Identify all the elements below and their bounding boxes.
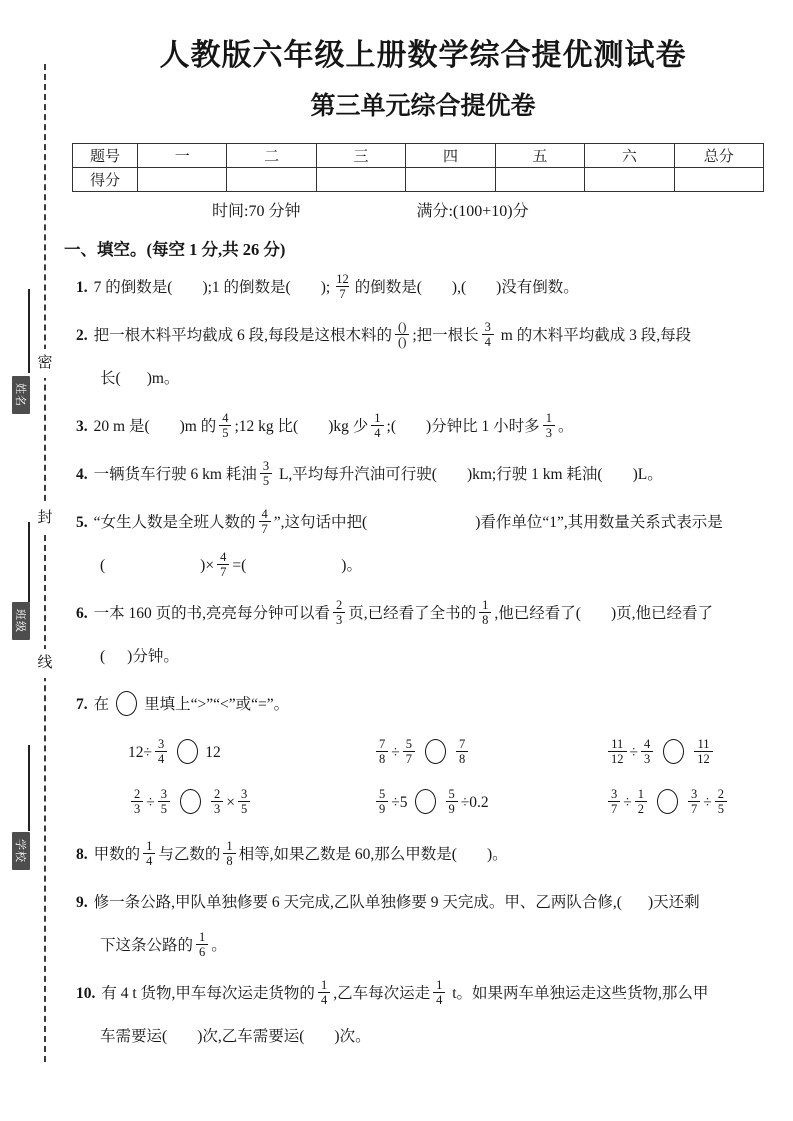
fraction [433, 978, 445, 1008]
comparison-grid [100, 728, 782, 828]
text-run: 一辆货车行驶 6 km 耗油 [93, 466, 257, 483]
fraction [635, 787, 647, 817]
text-run: 甲数的 [93, 846, 141, 863]
fraction-denominator: 5 [219, 425, 231, 440]
fraction-denominator: 7 [608, 801, 620, 816]
fraction [715, 787, 727, 817]
comparison-row [128, 728, 782, 778]
fraction-denominator-blank: () [395, 334, 409, 349]
fraction-numerator: 3 [262, 458, 270, 473]
text-run: = [232, 557, 242, 574]
text-run: × [205, 557, 215, 574]
text-run: 在 [93, 696, 110, 713]
fraction-denominator: 8 [456, 751, 468, 766]
question-item [64, 453, 782, 496]
fraction [446, 787, 458, 817]
fraction-numerator: 3 [241, 786, 248, 801]
text-run: 。 [346, 557, 362, 574]
text-run: 的倒数是 [354, 279, 417, 296]
fraction [688, 787, 700, 817]
answer-blank: ( ) [597, 466, 638, 483]
text-run: 天还剩 [653, 894, 700, 911]
answer-blank: ( ) [241, 557, 347, 574]
text-run: 修一条公路,甲队单独修要 6 天完成,乙队单独修要 9 天完成。甲、乙两队合修, [93, 894, 617, 911]
text-run: 分钟。 [132, 648, 179, 665]
text-run: 。 [211, 937, 227, 954]
seal-char-xian: 线 [36, 649, 54, 678]
comparison-circle [177, 739, 198, 764]
text-run: ,他已经看了 [494, 605, 576, 622]
answer-blank: ( ) [299, 1028, 340, 1045]
fraction-numerator: 5 [379, 786, 386, 801]
seal-dashed-line [44, 64, 46, 1062]
question-item [64, 683, 782, 828]
fraction [259, 507, 271, 537]
comparison-circle [657, 789, 678, 814]
fraction-denominator: 6 [196, 944, 208, 959]
question-number: 6. [76, 605, 88, 622]
fraction [371, 411, 383, 441]
fraction-denominator: 9 [446, 801, 458, 816]
text-run: 。 [557, 418, 574, 435]
name-badge: 姓名 [12, 376, 30, 414]
question-item [64, 501, 782, 587]
fraction-numerator: 2 [717, 786, 725, 801]
fraction-numerator: 1 [436, 977, 443, 992]
fraction-numerator: 3 [158, 736, 165, 751]
fraction-denominator: 8 [479, 612, 491, 627]
comparison-expression [373, 778, 605, 828]
page-title: 人教版六年级上册数学综合提优测试卷 [159, 39, 687, 72]
question-number: 10. [76, 985, 96, 1002]
text-run: ;1 的倒数是 [207, 279, 286, 296]
fraction-numerator: 3 [611, 786, 618, 801]
comparison-circle [425, 739, 446, 764]
text-run: 12÷ [128, 744, 153, 761]
text-run: ; [325, 279, 331, 296]
answer-blank: ( ) [575, 605, 617, 622]
fraction-numerator: 4 [220, 549, 227, 564]
answer-blank: ( ) [115, 370, 152, 387]
fraction [318, 978, 330, 1008]
question-item [64, 266, 782, 309]
fraction-numerator: 7 [459, 736, 466, 751]
comparison-expression [373, 728, 605, 778]
text-run: L,平均每升汽油可行驶 [275, 466, 432, 483]
score-header-cell: 四 [406, 144, 495, 168]
fraction [158, 787, 170, 817]
fraction [376, 787, 388, 817]
question-number: 7. [76, 696, 88, 713]
fraction-denominator: 5 [715, 801, 727, 816]
text-run: 把一根木料平均截成 6 段,每段是这根木料的 [93, 327, 393, 344]
fraction-numerator: 3 [484, 319, 491, 334]
fraction [376, 737, 388, 767]
fraction-numerator: 5 [448, 786, 455, 801]
answer-blank: ( ) [100, 557, 206, 574]
fraction-denominator: 7 [403, 751, 415, 766]
fraction-denominator: 7 [259, 521, 271, 536]
question-number: 2. [76, 327, 88, 344]
fraction [131, 787, 143, 817]
fraction-numerator-blank: () [398, 319, 407, 334]
answer-blank: ( ) [460, 279, 502, 296]
text-run: 20 m 是 [93, 418, 145, 435]
fraction-numerator: 2 [214, 786, 221, 801]
seal-char-mi: 密 [36, 349, 54, 378]
score-cell [138, 168, 227, 192]
answer-blank: ( ) [162, 1028, 203, 1045]
text-run: ;把一根长 [412, 327, 479, 344]
text-run: 没有倒数。 [501, 279, 579, 296]
text-run: , [457, 279, 461, 296]
answer-blank: ( ) [416, 279, 458, 296]
score-cell [406, 168, 495, 192]
score-row-label: 得分 [73, 168, 138, 192]
text-run: ÷ [629, 744, 639, 761]
score-value-row [73, 168, 764, 192]
text-run: m。 [151, 370, 180, 387]
fraction-numerator: 1 [637, 786, 645, 801]
text-run: × [226, 794, 236, 811]
text-run: ”,这句话中把 [273, 514, 363, 531]
text-run: 相等,如果乙数是 60,那么甲数是 [238, 846, 452, 863]
fraction [479, 598, 491, 628]
fraction-denominator: 3 [333, 612, 345, 627]
fraction-denominator: 3 [641, 751, 653, 766]
questions-list [64, 266, 782, 1058]
comparison-expression [128, 728, 373, 778]
fraction [608, 787, 620, 817]
fraction [333, 598, 345, 628]
fraction [608, 737, 627, 767]
fraction-numerator: 4 [644, 736, 651, 751]
score-table [72, 143, 764, 192]
text-run: ÷ [391, 744, 400, 761]
comparison-circle [415, 789, 436, 814]
text-run: ;12 kg 比 [234, 418, 294, 435]
fraction-numerator: 12 [336, 271, 349, 286]
fraction-numerator: 1 [146, 838, 153, 853]
section-heading: 一、填空。(每空 1 分,共 26 分) [64, 240, 286, 259]
fraction-denominator: 5 [260, 473, 272, 488]
fraction-numerator: 1 [199, 929, 206, 944]
fraction-denominator: 7 [217, 564, 229, 579]
fraction-numerator: 1 [226, 838, 233, 853]
text-run: 看作单位“1”,其用数量关系式表示是 [480, 514, 723, 531]
comparison-circle [663, 739, 684, 764]
fraction-numerator: 5 [405, 736, 413, 751]
comparison-circle [116, 691, 137, 716]
answer-blank: ( ) [167, 279, 208, 296]
question-number: 1. [76, 279, 88, 296]
fraction-numerator: 3 [160, 786, 168, 801]
text-run: 与乙数的 [158, 846, 221, 863]
comparison-row [128, 778, 782, 828]
text-run: t。如果两车单独运走这些货物,那么甲 [448, 985, 709, 1002]
question-item [64, 405, 782, 448]
text-run: kg 少 [333, 418, 369, 435]
score-header-cell: 题号 [73, 144, 138, 168]
question-item [64, 833, 782, 876]
answer-blank: ( ) [293, 418, 334, 435]
text-run: ÷ [703, 794, 712, 811]
fraction [482, 320, 494, 350]
text-run: 一本 160 页的书,亮亮每分钟可以看 [93, 605, 331, 622]
text-run: 里填上“>”“<”或“=”。 [144, 696, 290, 713]
fraction-numerator: 3 [691, 786, 698, 801]
fraction-denominator: 4 [155, 751, 167, 766]
question-number: 5. [76, 514, 88, 531]
answer-blank: ( ) [285, 279, 326, 296]
score-header-cell: 一 [138, 144, 227, 168]
fraction [143, 839, 155, 869]
fraction-numerator: 4 [222, 410, 229, 425]
score-cell [495, 168, 584, 192]
text-run: 长 [100, 370, 116, 387]
text-run: m 的木料平均截成 3 段,每段 [496, 327, 692, 344]
fraction-numerator: 1 [545, 410, 552, 425]
text-run: “女生人数是全班人数的 [93, 514, 256, 531]
answer-blank: ( ) [616, 894, 654, 911]
fraction-denominator: 4 [143, 853, 155, 868]
fraction [543, 411, 555, 441]
comparison-expression [128, 778, 373, 828]
fraction [196, 930, 208, 960]
question-item [64, 592, 782, 678]
text-run: ÷ [146, 794, 155, 811]
answer-blank: ( ) [451, 846, 493, 863]
fraction [403, 737, 415, 767]
class-write-line [28, 522, 30, 602]
text-run: 页,他已经看了 [616, 605, 714, 622]
page-subtitle: 第三单元综合提优卷 [310, 92, 536, 120]
fraction-numerator: 11 [697, 736, 710, 751]
score-header-cell: 总分 [674, 144, 763, 168]
score-cell [674, 168, 763, 192]
text-run: 分钟比 1 小时多 [431, 418, 540, 435]
fraction [333, 272, 352, 302]
answer-blank: ( ) [144, 418, 185, 435]
text-run: 页,已经看了全书的 [348, 605, 477, 622]
fraction [219, 411, 231, 441]
text-run: 7 的倒数是 [93, 279, 168, 296]
text-run: 下这条公路的 [100, 937, 194, 954]
fraction-denominator: 2 [635, 801, 647, 816]
fraction-numerator: 11 [611, 736, 624, 751]
fraction-blank [395, 320, 409, 350]
fraction [456, 737, 468, 767]
school-write-line [28, 745, 30, 831]
score-header-row [73, 144, 764, 168]
fraction-denominator: 3 [131, 801, 143, 816]
fraction [217, 550, 229, 580]
fraction-denominator: 4 [433, 992, 445, 1007]
time-limit: 时间:70 分钟 [212, 203, 301, 220]
score-cell [227, 168, 316, 192]
fraction-numerator: 2 [134, 786, 141, 801]
score-header-cell: 二 [227, 144, 316, 168]
fraction-denominator: 4 [318, 992, 330, 1007]
comparison-circle [180, 789, 201, 814]
text-run: 有 4 t 货物,甲车每次运走货物的 [101, 985, 315, 1002]
fraction-denominator: 12 [608, 751, 627, 766]
answer-blank: ( ) [431, 466, 473, 483]
fraction-denominator: 4 [371, 425, 383, 440]
text-run: ÷5 [391, 794, 408, 811]
text-run: 。 [492, 846, 508, 863]
score-cell [585, 168, 674, 192]
score-header-cell: 五 [495, 144, 584, 168]
text-run: 次。 [339, 1028, 371, 1045]
text-run: 车需要运 [100, 1028, 163, 1045]
text-run: 12 [205, 744, 221, 761]
text-run: km;行驶 1 km 耗油 [472, 466, 598, 483]
question-number: 4. [76, 466, 88, 483]
fraction-denominator: 12 [694, 751, 713, 766]
fraction [238, 787, 250, 817]
fraction-numerator: 7 [379, 736, 386, 751]
text-run: ÷0.2 [460, 794, 489, 811]
score-header-cell: 六 [585, 144, 674, 168]
question-number: 8. [76, 846, 88, 863]
name-write-line [28, 289, 30, 373]
text-run: ; [386, 418, 391, 435]
full-score: 满分:(100+10)分 [416, 203, 529, 220]
text-run: ÷ [623, 794, 632, 811]
fraction-denominator: 7 [336, 286, 348, 301]
answer-blank: ( ) [390, 418, 432, 435]
comparison-expression [605, 778, 730, 828]
fraction-numerator: 4 [261, 506, 268, 521]
school-badge: 学校 [12, 832, 30, 870]
fraction-numerator: 1 [320, 977, 328, 992]
fraction-denominator: 5 [158, 801, 170, 816]
question-item [64, 881, 782, 967]
fraction-denominator: 3 [543, 425, 555, 440]
fraction-numerator: 2 [336, 597, 343, 612]
fraction-denominator: 5 [238, 801, 250, 816]
fraction-numerator: 1 [374, 410, 381, 425]
text-run: 次,乙车需要运 [202, 1028, 300, 1045]
fraction-denominator: 9 [376, 801, 388, 816]
question-number: 9. [76, 894, 88, 911]
paper-body [64, 0, 782, 1063]
question-item [64, 314, 782, 400]
fraction [223, 839, 235, 869]
fraction-denominator: 3 [211, 801, 223, 816]
text-run: m 的 [184, 418, 217, 435]
fraction-numerator: 1 [482, 597, 489, 612]
exam-info-line [64, 201, 782, 223]
text-run: L。 [637, 466, 663, 483]
question-number: 3. [76, 418, 88, 435]
fraction-denominator: 8 [223, 853, 235, 868]
text-run: ,乙车每次运走 [333, 985, 431, 1002]
score-header-cell: 三 [316, 144, 405, 168]
fraction-denominator: 7 [688, 801, 700, 816]
class-badge: 班级 [12, 602, 30, 640]
fraction [641, 737, 653, 767]
fraction [694, 737, 713, 767]
fraction-denominator: 4 [482, 334, 494, 349]
answer-blank: ( ) [100, 648, 133, 665]
comparison-expression [605, 728, 716, 778]
fraction [211, 787, 223, 817]
question-item [64, 972, 782, 1058]
score-cell [316, 168, 405, 192]
fraction [260, 459, 272, 489]
fraction-denominator: 8 [376, 751, 388, 766]
seal-char-feng: 封 [36, 504, 54, 533]
fraction [155, 737, 167, 767]
answer-blank: ( ) [362, 514, 481, 531]
